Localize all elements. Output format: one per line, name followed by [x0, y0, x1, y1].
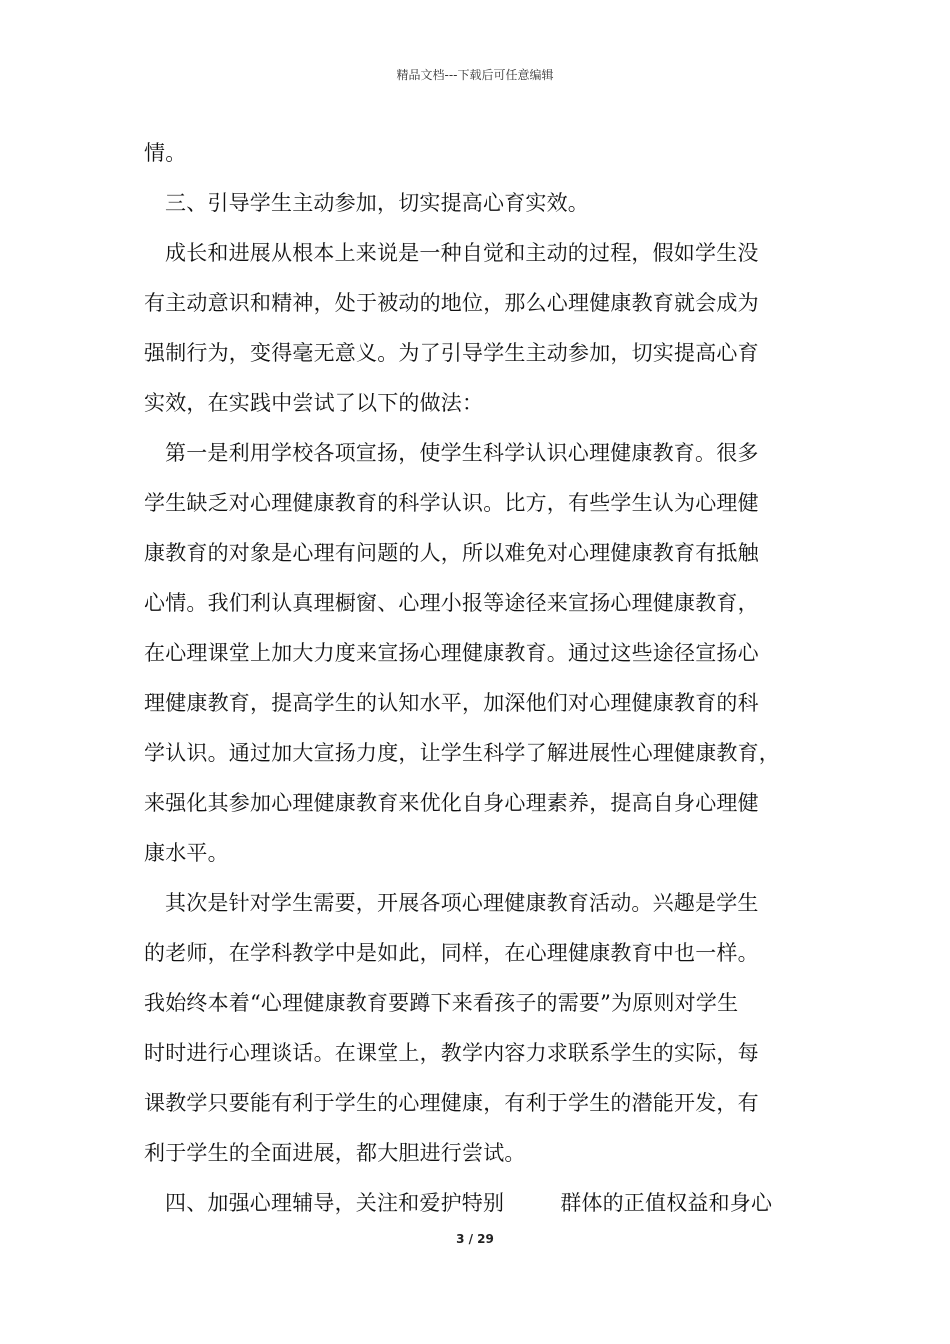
paragraph-line: 其次是针对学生需要，开展各项心理健康教育活动。兴趣是学生 [165, 891, 759, 915]
paragraph-line: 我始终本着“心理健康教育要蹲下来看孩子的需要”为原则对学生 [144, 991, 739, 1015]
paragraph-line: 成长和进展从根本上来说是一种自觉和主动的过程，假如学生没 [165, 241, 759, 265]
paragraph-line: 来强化其参加心理健康教育来优化自身心理素养，提高自身心理健 [144, 791, 759, 815]
paragraph-line: 实效，在实践中尝试了以下的做法： [144, 391, 484, 415]
paragraph-line: 情。 [144, 141, 187, 165]
paragraph-line: 在心理课堂上加大力度来宣扬心理健康教育。通过这些途径宣扬心 [144, 641, 759, 665]
paragraph-line: 理健康教育，提高学生的认知水平，加深他们对心理健康教育的科 [144, 691, 759, 715]
paragraph-line: 第一是利用学校各项宣扬，使学生科学认识心理健康教育。很多 [165, 441, 759, 465]
paragraph-line: 学生缺乏对心理健康教育的科学认识。比方，有些学生认为心理健 [144, 491, 759, 515]
paragraph-line: 时时进行心理谈话。在课堂上，教学内容力求联系学生的实际，每 [144, 1041, 759, 1065]
paragraph-line: 课教学只要能有利于学生的心理健康，有利于学生的潜能开发，有 [144, 1091, 759, 1115]
paragraph-line: 利于学生的全面进展，都大胆进行尝试。 [144, 1141, 526, 1165]
section-heading [144, 1178, 824, 1228]
document-body [144, 128, 824, 1228]
paragraph-line: 强制行为，变得毫无意义。为了引导学生主动参加，切实提高心育 [144, 341, 759, 365]
section-heading-part1: 四、加强心理辅导，关注和爱护特别 [165, 1191, 505, 1215]
paragraph-line: 学认识。通过加大宣扬力度，让学生科学了解进展性心理健康教育， [144, 741, 780, 765]
page-number: 3 / 29 [456, 1232, 494, 1246]
page-header: 精品文档---下载后可任意编辑 [396, 68, 554, 82]
section-heading: 三、引导学生主动参加，切实提高心育实效。 [165, 191, 589, 215]
paragraph-line: 的老师，在学科教学中是如此，同样，在心理健康教育中也一样。 [144, 941, 759, 965]
paragraph-line: 有主动意识和精神，处于被动的地位，那么心理健康教育就会成为 [144, 291, 759, 315]
paragraph-line: 康水平。 [144, 841, 229, 865]
paragraph-line: 心情。我们利认真理橱窗、心理小报等途径来宣扬心理健康教育， [144, 591, 759, 615]
section-heading-part2: 群体的正值权益和身心 [560, 1191, 773, 1215]
paragraph-line: 康教育的对象是心理有问题的人，所以难免对心理健康教育有抵触 [144, 541, 759, 565]
